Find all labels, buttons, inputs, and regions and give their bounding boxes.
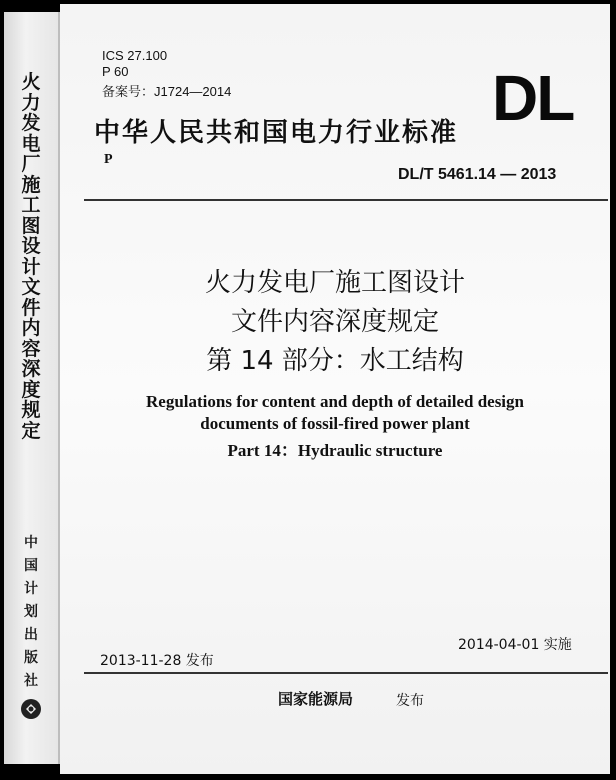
standard-number: DL/T 5461.14 — 2013: [398, 166, 557, 183]
title-en-line2: documents of fossil-fired power plant: [200, 414, 470, 433]
ics-code: ICS 27.100: [102, 48, 168, 63]
book-spine: [4, 12, 60, 764]
title-zh-line2: 文件内容深度规定: [230, 307, 439, 337]
publisher-logo-icon: [20, 698, 42, 720]
standard-type-title: 中华人民共和国电力行业标准: [94, 118, 459, 148]
title-zh-line3: 第 14 部分：水工结构: [206, 346, 464, 376]
title-en-line3: Part 14：Hydraulic structure: [227, 441, 443, 460]
record-number: 备案号：J1724—2014: [102, 84, 232, 99]
issue-date: 2013-11-28 发布: [100, 653, 214, 669]
effective-date: 2014-04-01 实施: [458, 637, 572, 653]
footer-divider: [84, 672, 608, 674]
category-letter: P: [104, 152, 113, 167]
title-en-line1: Regulations for content and depth of detailed design: [146, 392, 524, 411]
spine-title: 火力发电厂施工图设计文件内容深度规定: [21, 71, 41, 442]
dl-logo: DL: [492, 62, 574, 134]
classification-code: P 60: [102, 64, 129, 79]
spine-publisher: 中国计划出版社: [24, 535, 38, 689]
issuer-suffix: 发布: [396, 693, 424, 709]
issuer-name: 国家能源局: [278, 690, 354, 708]
title-zh-line1: 火力发电厂施工图设计: [204, 268, 465, 298]
book: [4, 4, 610, 774]
header-divider: [84, 199, 608, 201]
book-cover: [60, 4, 610, 774]
